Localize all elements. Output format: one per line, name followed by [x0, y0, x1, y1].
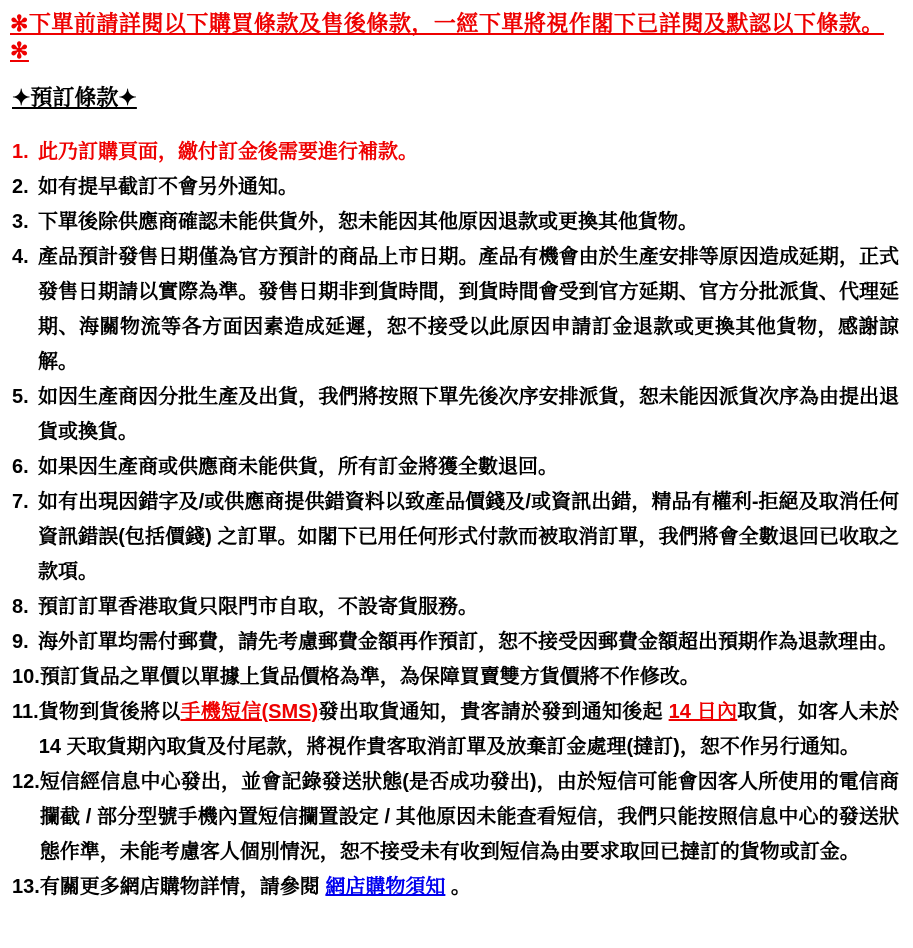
term-text	[40, 870, 899, 905]
term-item-8	[10, 590, 899, 625]
term-segment: 貨物到貨後將以	[38, 701, 181, 723]
term-segment: 14 日內	[668, 701, 738, 723]
term-text	[38, 240, 899, 380]
term-number: 8.	[12, 596, 29, 618]
term-number: 3.	[12, 211, 29, 233]
term-segment: 產品預計發售日期僅為官方預計的商品上市日期。產品有機會由於生產安排等原因造成延期，正式發售日期請以實際為準。發售日期非到貨時間，到貨時間會受到官方延期、官方分批派貨、代理延期、海關物流等各方面因素造成延遲，恕不接受以此原因申請訂金退款或更換其他貨物，感謝諒解。	[38, 246, 899, 373]
term-segment: 如果因生產商或供應商未能供貨，所有訂金將獲全數退回。	[38, 456, 558, 478]
term-text	[38, 625, 899, 660]
term-number: 11.	[12, 701, 39, 723]
term-text	[39, 695, 899, 765]
term-segment: 取貨，如客人未於 14 天取貨期內取貨及付尾款，將視作貴客取消訂單及放棄訂金處理(撻訂)，恕不作另行通知。	[38, 701, 899, 758]
pre-order-notice-banner: ✻下單前請詳閱以下購買條款及售後條款，一經下單將視作閣下已詳閱及默認以下條款。✻	[10, 11, 884, 63]
term-text	[38, 380, 899, 450]
term-segment: 預訂貨品之單價以單據上貨品價格為準，為保障買賣雙方貨價將不作修改。	[39, 666, 700, 688]
term-text	[40, 765, 899, 870]
term-number: 7.	[12, 491, 29, 513]
term-segment: 預訂訂單香港取貨只限門市自取，不設寄貨服務。	[38, 596, 478, 618]
term-number: 13.	[12, 876, 40, 898]
term-item-2	[10, 170, 899, 205]
term-item-1	[10, 135, 899, 170]
term-item-12	[10, 765, 899, 870]
term-text	[40, 660, 899, 695]
term-segment: 如因生產商因分批生產及出貨，我們將按照下單先後次序安排派貨，恕未能因派貨次序為由提出退貨或換貨。	[38, 386, 899, 443]
term-text	[38, 450, 899, 485]
term-item-3	[10, 205, 899, 240]
term-number: 5.	[12, 386, 29, 408]
term-number: 10.	[12, 666, 40, 688]
term-segment: 如有提早截訂不會另外通知。	[38, 176, 298, 198]
term-text	[38, 170, 899, 205]
term-segment: 短信經信息中心發出，並會記錄發送狀態(是否成功發出)，由於短信可能會因客人所使用的電信商攔截 / 部分型號手機內置短信攔置設定 / 其他原因未能查看短信，我們只能按照信息中心的發送狀態作準，未能考慮客人個別情況，恕不接受未有收到短信為由要求取回已撻訂的貨物或訂金。	[39, 771, 899, 863]
term-number: 2.	[12, 176, 29, 198]
term-number: 1.	[12, 141, 29, 163]
term-segment: 如有出現因錯字及/或供應商提供錯資料以致產品價錢及/或資訊出錯，精品有權利-拒絕及取消任何資訊錯誤(包括價錢) 之訂單。如閣下已用任何形式付款而被取消訂單，我們將會全數退回已收取之款項。	[38, 491, 899, 583]
term-segment: 有關更多網店購物詳情，請參閱	[39, 876, 326, 898]
term-number: 4.	[12, 246, 29, 268]
term-segment: 海外訂單均需付郵費，請先考慮郵費金額再作預訂，恕不接受因郵費金額超出預期作為退款理由。	[38, 631, 898, 653]
term-item-7	[10, 485, 899, 590]
term-text	[38, 590, 899, 625]
store-shopping-guide-link[interactable]: 網店購物須知	[325, 876, 446, 898]
term-item-10	[10, 660, 899, 695]
term-item-6	[10, 450, 899, 485]
term-item-13	[10, 870, 899, 905]
term-item-9	[10, 625, 899, 660]
term-segment: 此乃訂購頁面，繳付訂金後需要進行補款。	[38, 141, 418, 163]
term-number: 12.	[12, 771, 40, 793]
term-item-5	[10, 380, 899, 450]
term-text	[38, 205, 899, 240]
term-number: 9.	[12, 631, 29, 653]
section-title: ✦預訂條款✦	[12, 85, 137, 110]
terms-list	[10, 135, 899, 905]
term-text	[38, 485, 899, 590]
term-segment: 下單後除供應商確認未能供貨外，恕未能因其他原因退款或更換其他貨物。	[38, 211, 698, 233]
term-segment: 發出取貨通知，貴客請於發到通知後起	[318, 701, 669, 723]
term-segment: 。	[445, 876, 471, 898]
term-item-11	[10, 695, 899, 765]
term-item-4	[10, 240, 899, 380]
term-segment: 手機短信(SMS)	[180, 701, 319, 723]
term-text	[38, 135, 899, 170]
term-number: 6.	[12, 456, 29, 478]
